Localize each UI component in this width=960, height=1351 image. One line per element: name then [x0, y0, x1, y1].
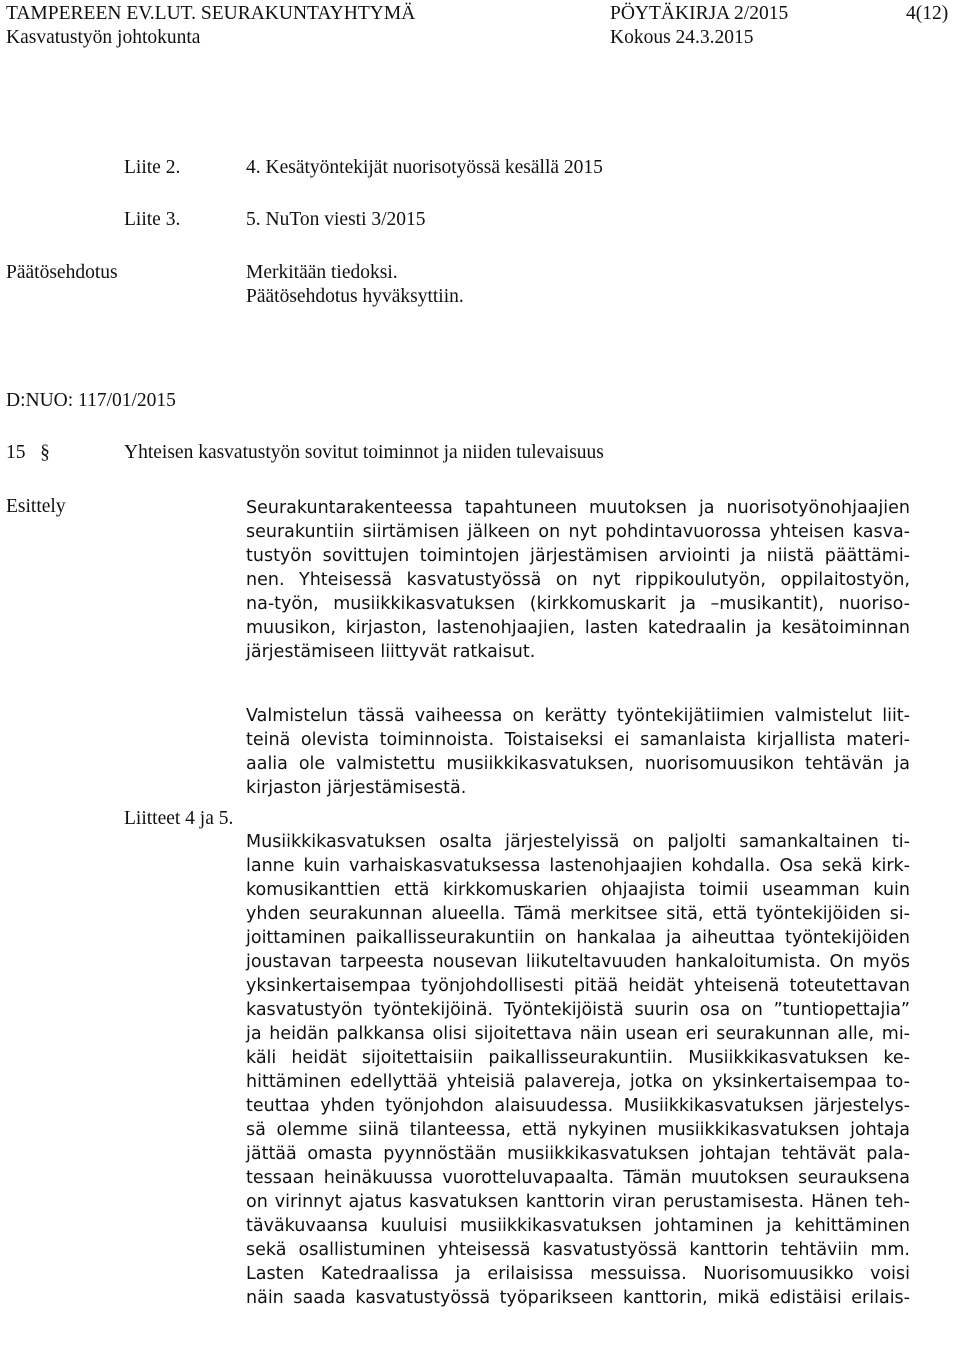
paragraph-line: joustavan tarpeesta nousevan liikuteltavuuden hankaloitumista. On myös — [246, 952, 910, 972]
paragraph-line: teuttaa yhden työnjohdon alaisuudessa. Musiikkikasvatuksen järjestelys- — [246, 1096, 910, 1116]
header-document: PÖYTÄKIRJA 2/2015 — [610, 3, 789, 24]
attachment-title-2: 4. Kesätyöntekijät nuorisotyössä kesällä 2015 — [246, 157, 603, 178]
paragraph-line: Lasten Katedraalissa ja erilaisissa messuissa. Nuorisomuusikko voisi — [246, 1264, 910, 1284]
presentation-label: Esittely — [6, 496, 66, 517]
paragraph-line: na-työn, musiikkikasvatuksen (kirkkomuskarit ja –musikantit), nuoriso- — [246, 594, 910, 614]
presentation-paragraph-3 — [246, 830, 910, 1310]
paragraph-line: aalia ole valmistettu musiikkikasvatuksen, nuorisomuusikon tehtävän ja — [246, 754, 910, 774]
attachment-label-3: Liite 3. — [124, 209, 181, 230]
presentation-paragraph-2 — [246, 704, 910, 800]
paragraph-line: sekä osallistuminen yhteisessä kasvatustyössä kanttorin tehtäviin mm. — [246, 1240, 910, 1260]
paragraph-line: järjestämiseen liittyvät ratkaisut. — [246, 642, 536, 662]
decision-line: Merkitään tiedoksi. — [246, 262, 398, 283]
presentation-paragraph-1 — [246, 496, 910, 664]
paragraph-line: ja heidän palkkansa olisi sijoitettava näin usean eri seurakunnan alle, mi- — [246, 1024, 910, 1044]
paragraph-line: seurakuntiin siirtämisen jälkeen on nyt pohdintavuorossa yhteisen kasva- — [246, 522, 910, 542]
header-meeting-date: Kokous 24.3.2015 — [610, 27, 754, 48]
attachment-label-2: Liite 2. — [124, 157, 181, 178]
paragraph-line: nen. Yhteisessä kasvatustyössä on nyt rippikoulutyön, oppilaitostyön, — [246, 570, 910, 590]
paragraph-line: käli heidät sijoitettaisiin paikallisseurakuntiin. Musiikkikasvatuksen ke- — [246, 1048, 910, 1068]
paragraph-line: Musiikkikasvatuksen osalta järjestelyissä on paljolti samankaltainen ti- — [246, 832, 910, 852]
paragraph-line: yksinkertaisempaa työnjohdollisesti pitää heidät yhteisenä toteutettavan — [246, 976, 910, 996]
paragraph-line: kirjaston järjestämisestä. — [246, 778, 467, 798]
paragraph-line: lanne kuin varhaiskasvatuksessa lastenohjaajien kohdalla. Osa sekä kirk- — [246, 856, 910, 876]
item-title: Yhteisen kasvatustyön sovitut toiminnot ja niiden tulevaisuus — [124, 442, 604, 463]
paragraph-line: jättää omasta pyynnöstään musiikkikasvatuksen johtajan tehtävät pala- — [246, 1144, 910, 1164]
decision-line: Päätösehdotus hyväksyttiin. — [246, 286, 464, 307]
paragraph-line: yhden seurakunnan alueella. Tämä merkitsee sitä, että työntekijöiden si- — [246, 904, 910, 924]
paragraph-line: sä olemme siinä tilanteessa, että nykyinen musiikkikasvatuksen johtaja — [246, 1120, 910, 1140]
header-page-number: 4(12) — [906, 3, 949, 24]
paragraph-line: tessaan heinäkuussa vuorotteluvapaalta. Tämän muutoksen seurauksena — [246, 1168, 910, 1188]
paragraph-line: joittaminen paikallisseurakuntiin on hankalaa ja aiheuttaa työntekijöiden — [246, 928, 910, 948]
paragraph-line: Seurakuntarakenteessa tapahtuneen muutoksen ja nuorisotyönohjaajien — [246, 498, 910, 518]
paragraph-line: tustyön sovittujen toimintojen järjestämisen arviointi ja niistä päättämi- — [246, 546, 910, 566]
paragraph-line: Valmistelun tässä vaiheessa on kerätty työntekijätiimien valmistelut liit- — [246, 706, 910, 726]
header-committee: Kasvatustyön johtokunta — [6, 27, 201, 48]
document-reference: D:NUO: 117/01/2015 — [6, 390, 176, 411]
paragraph-line: näin saada kasvatustyössä työparikseen kanttorin, mikä edistäisi erilais- — [246, 1288, 910, 1308]
paragraph-line: hittäminen edellyttää yhteisiä palavereja, jotka on yksinkertaisempaa to- — [246, 1072, 910, 1092]
paragraph-line: täväkuvaansa kuuluisi musiikkikasvatuksen johtaminen ja kehittäminen — [246, 1216, 910, 1236]
item-number: 15 — [6, 442, 26, 463]
paragraph-line: komusikanttien että kirkkomuskarien ohjaajista toimii useamman kuin — [246, 880, 910, 900]
paragraph-line: on virinnyt ajatus kasvatuksen kanttorin viran perustamisesta. Hänen teh- — [246, 1192, 910, 1212]
decision-label: Päätösehdotus — [6, 262, 118, 283]
attachments-note: Liitteet 4 ja 5. — [124, 808, 234, 829]
paragraph-line: kasvatustyön työntekijöinä. Työntekijöistä suurin osa on ”tuntiopettajia” — [246, 1000, 910, 1020]
section-symbol: § — [40, 442, 50, 463]
header-organization: TAMPEREEN EV.LUT. SEURAKUNTAYHTYMÄ — [6, 3, 416, 24]
paragraph-line: teinä olevista toiminnoista. Toistaiseksi ei samanlaista kirjallista materi- — [246, 730, 910, 750]
attachment-title-3: 5. NuTon viesti 3/2015 — [246, 209, 426, 230]
paragraph-line: muusikon, kirjaston, lastenohjaajien, lasten katedraalin ja kesätoiminnan — [246, 618, 910, 638]
